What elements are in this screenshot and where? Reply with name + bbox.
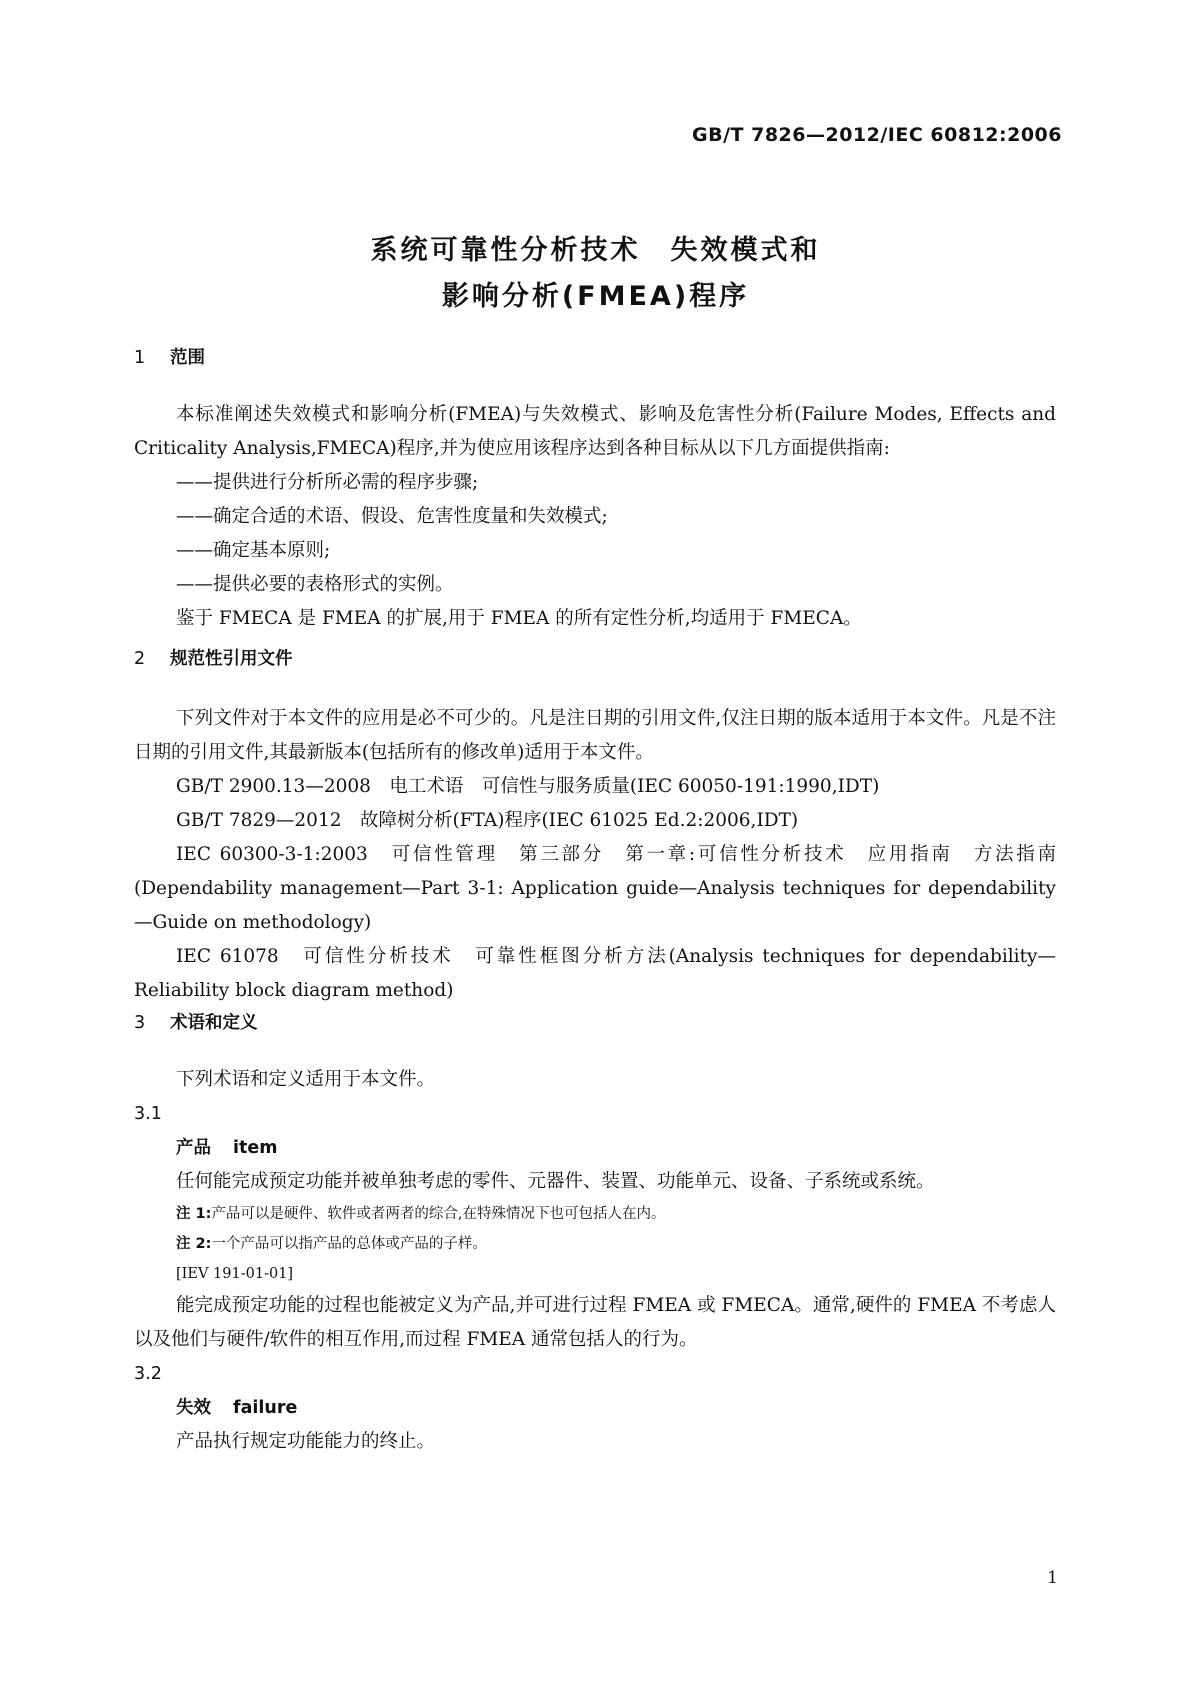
section-2-heading (134, 642, 1056, 676)
list-item: ——提供必要的表格形式的实例。 (176, 574, 454, 595)
list-item: ——确定合适的术语、假设、危害性度量和失效模式; (176, 506, 608, 527)
section-1-body (134, 398, 1056, 636)
section-1-heading (134, 341, 1056, 375)
note-label: 注 1: (176, 1206, 212, 1222)
list-item: ——确定基本原则; (176, 540, 331, 561)
note-label: 注 2: (176, 1236, 212, 1252)
section-title: 范围 (170, 348, 205, 368)
list-item: ——提供进行分析所必需的程序步骤; (176, 472, 479, 493)
section-3-heading (134, 1006, 1056, 1040)
page-number: 1 (1047, 1568, 1058, 1588)
source-reference: [IEV 191-01-01] (176, 1266, 294, 1282)
term-zh: 失效 (176, 1398, 211, 1418)
section-number: 3 (134, 1013, 146, 1033)
term-en: item (233, 1138, 278, 1158)
note-text: 产品可以是硬件、软件或者两者的综合,在特殊情况下也可包括人在内。 (211, 1206, 666, 1222)
term-zh: 产品 (176, 1138, 211, 1158)
section-3-body (134, 1063, 1056, 1459)
section-title: 规范性引用文件 (170, 649, 293, 669)
document-title-line-1: 系统可靠性分析技术 失效模式和 (370, 235, 821, 266)
paragraph: 能完成预定功能的过程也能被定义为产品,并可进行过程 FMEA 或 FMECA。通常,硬件的 FMEA 不考虑人以及他们与硬件/软件的相互作用,而过程 FMEA 通常包括人的行为。 (134, 1295, 1056, 1350)
section-number: 2 (134, 649, 146, 669)
term-entry (176, 1391, 1056, 1425)
section-title: 术语和定义 (170, 1013, 258, 1033)
term-definition: 任何能完成预定功能并被单独考虑的零件、元器件、装置、功能单元、设备、子系统或系统。 (176, 1171, 935, 1192)
term-en: failure (233, 1398, 298, 1418)
clause-number: 3.2 (134, 1364, 162, 1384)
term-definition: 产品执行规定功能能力的终止。 (176, 1431, 436, 1452)
note (176, 1199, 1056, 1229)
paragraph: 鉴于 FMECA 是 FMEA 的扩展,用于 FMEA 的所有定性分析,均适用于 FMECA。 (176, 608, 862, 629)
paragraph: 下列术语和定义适用于本文件。 (176, 1069, 436, 1090)
standard-number: GB/T 7826—2012/IEC 60812:2006 (692, 124, 1062, 146)
section-2-body (134, 702, 1056, 1008)
term-entry (176, 1131, 1056, 1165)
clause-number: 3.1 (134, 1104, 162, 1124)
paragraph: 本标准阐述失效模式和影响分析(FMEA)与失效模式、影响及危害性分析(Failure Modes, Effects and Criticality Analysis,FMECA)程序,并为使应用该程序达到各种目标从以下几方面提供指南: (134, 404, 1056, 459)
normative-reference: GB/T 2900.13—2008 电工术语 可信性与服务质量(IEC 60050-191:1990,IDT) (176, 776, 880, 797)
note (176, 1229, 1056, 1259)
normative-reference: IEC 61078 可信性分析技术 可靠性框图分析方法(Analysis techniques for dependability—Reliability block diagram method) (134, 946, 1056, 1001)
document-title-line-2: 影响分析(FMEA)程序 (441, 281, 750, 312)
normative-reference: IEC 60300-3-1:2003 可信性管理 第三部分 第一章:可信性分析技术 应用指南 方法指南(Dependability management—Part 3-1: Application guide—Analysis techniques for dependability—Guide on methodology) (134, 844, 1056, 933)
normative-reference: GB/T 7829—2012 故障树分析(FTA)程序(IEC 61025 Ed.2:2006,IDT) (176, 810, 799, 831)
section-number: 1 (134, 348, 146, 368)
note-text: 一个产品可以指产品的总体或产品的子样。 (211, 1236, 487, 1252)
paragraph: 下列文件对于本文件的应用是必不可少的。凡是注日期的引用文件,仅注日期的版本适用于本文件。凡是不注日期的引用文件,其最新版本(包括所有的修改单)适用于本文件。 (134, 708, 1056, 763)
